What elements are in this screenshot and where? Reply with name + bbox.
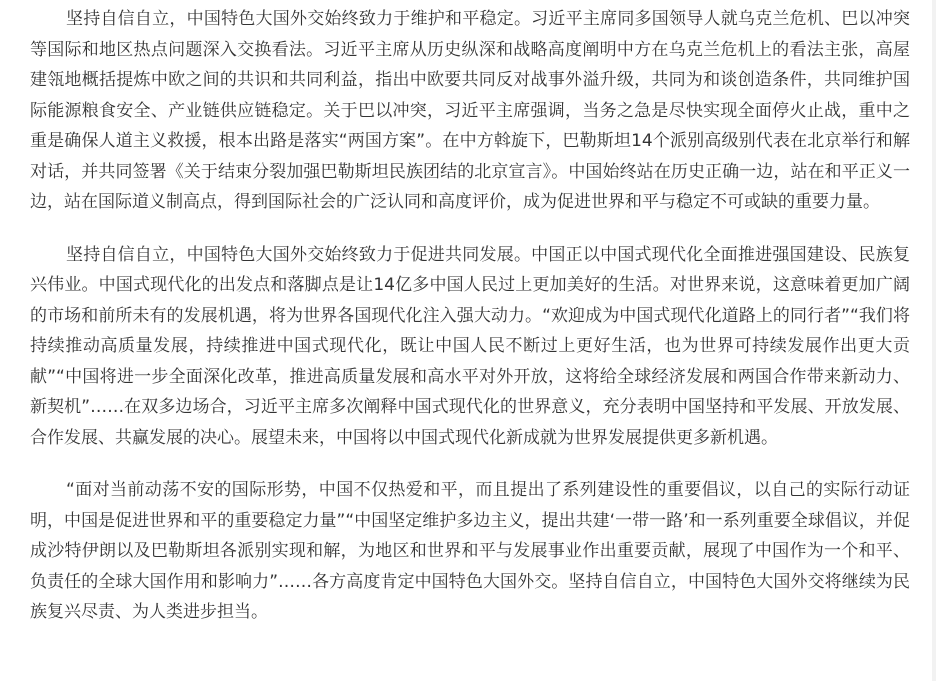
paragraph: 坚持自信自立，中国特色大国外交始终致力于维护和平稳定。习近平主席同多国领导人就乌克兰危机、巴以冲突等国际和地区热点问题深入交换看法。习近平主席从历史纵深和战略高度阐明中方在乌克兰危机上的看法主张，高屋建瓴地概括提炼中欧之间的共识和共同利益，指出中欧要共同反对战事外溢升级，共同为和谈创造条件，共同维护国际能源粮食安全、产业链供应链稳定。关于巴以冲突，习近平主席强调，当务之急是尽快实现全面停火止战，重中之重是确保人道主义救援，根本出路是落实“两国方案”。在中方斡旋下，巴勒斯坦14个派别高级别代表在北京举行和解对话，并共同签署《关于结束分裂加强巴勒斯坦民族团结的北京宣言》。中国始终站在历史正确一边，站在和平正义一边，站在国际道义制高点，得到国际社会的广泛认同和高度评价，成为促进世界和平与稳定不可或缺的重要力量。 [30,9,910,212]
scrollbar-track[interactable] [932,0,936,681]
paragraph: 坚持自信自立，中国特色大国外交始终致力于促进共同发展。中国正以中国式现代化全面推进强国建设、民族复兴伟业。中国式现代化的出发点和落脚点是让14亿多中国人民过上更加美好的生活。对世界来说，这意味着更加广阔的市场和前所未有的发展机遇，将为世界各国现代化注入强大动力。“欢迎成为中国式现代化道路上的同行者”“我们将持续推动高质量发展，持续推进中国式现代化，既让中国人民不断过上更好生活，也为世界可持续发展作出更大贡献”“中国将进一步全面深化改革，推进高质量发展和高水平对外开放，这将给全球经济发展和两国合作带来新动力、新契机”……在双多边场合，习近平主席多次阐释中国式现代化的世界意义，充分表明中国坚持和平发展、开放发展、合作发展、共赢发展的决心。展望未来，中国将以中国式现代化新成就为世界发展提供更多新机遇。 [30,244,910,448]
paragraph: “面对当前动荡不安的国际形势，中国不仅热爱和平，而且提出了系列建设性的重要倡议，以自己的实际行动证明，中国是促进世界和平的重要稳定力量”“中国坚定维护多边主义，提出共建‘一带一路’和一系列重要全球倡议，并促成沙特伊朗以及巴勒斯坦各派别实现和解，为地区和世界和平与发展事业作出重要贡献，展现了中国作为一个和平、负责任的全球大国作用和影响力”……各方高度肯定中国特色大国外交。坚持自信自立，中国特色大国外交将继续为民族复兴尽责、为人类进步担当。 [30,480,910,622]
